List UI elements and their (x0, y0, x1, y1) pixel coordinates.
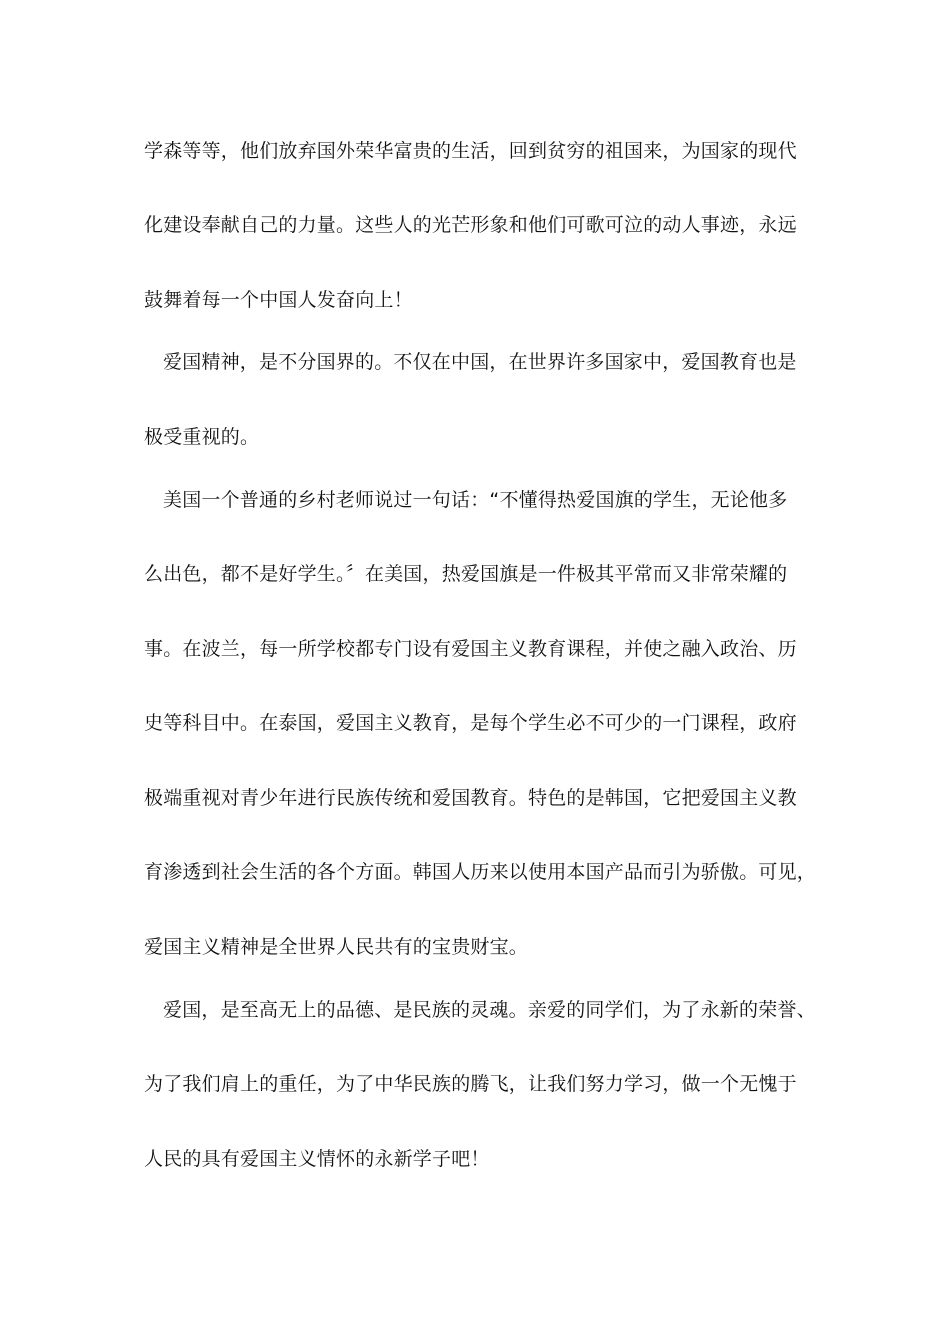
text-line: 事。在波兰，每一所学校都专门设有爱国主义教育课程，并使之融入政治、历 (144, 638, 797, 660)
text-line: 化建设奉献自己的力量。这些人的光芒形象和他们可歌可泣的动人事迹，永远 (144, 214, 797, 236)
text-line: 鼓舞着每一个中国人发奋向上！ (144, 289, 413, 311)
paragraph-first-line: 爱国，是至高无上的品德、是民族的灵魂。亲爱的同学们，为了永新的荣誉、 (163, 999, 816, 1021)
text-line: 为了我们肩上的重任，为了中华民族的腾飞，让我们努力学习，做一个无愧于 (144, 1073, 797, 1095)
text-line: 史等科目中。在泰国，爱国主义教育，是每个学生必不可少的一门课程，政府 (144, 712, 797, 734)
paragraph-first-line: 爱国精神，是不分国界的。不仅在中国，在世界许多国家中，爱国教育也是 (163, 351, 797, 373)
text-line: 学森等等，他们放弃国外荣华富贵的生活，回到贫穷的祖国来，为国家的现代 (144, 140, 797, 162)
text-line: 极受重视的。 (144, 426, 260, 448)
text-line: 极端重视对青少年进行民族传统和爱国教育。特色的是韩国，它把爱国主义教 (144, 787, 797, 809)
text-line: 爱国主义精神是全世界人民共有的宝贵财宝。 (144, 936, 529, 958)
paragraph-first-line: 美国一个普通的乡村老师说过一句话：“不懂得热爱国旗的学生，无论他多 (163, 489, 788, 511)
text-line: 育渗透到社会生活的各个方面。韩国人历来以使用本国产品而引为骄傲。可见， (144, 861, 817, 883)
text-line: 么出色，都不是好学生。〞在美国，热爱国旗是一件极其平常而又非常荣耀的 (144, 563, 788, 585)
text-line: 人民的具有爱国主义情怀的永新学子吧！ (144, 1148, 490, 1170)
